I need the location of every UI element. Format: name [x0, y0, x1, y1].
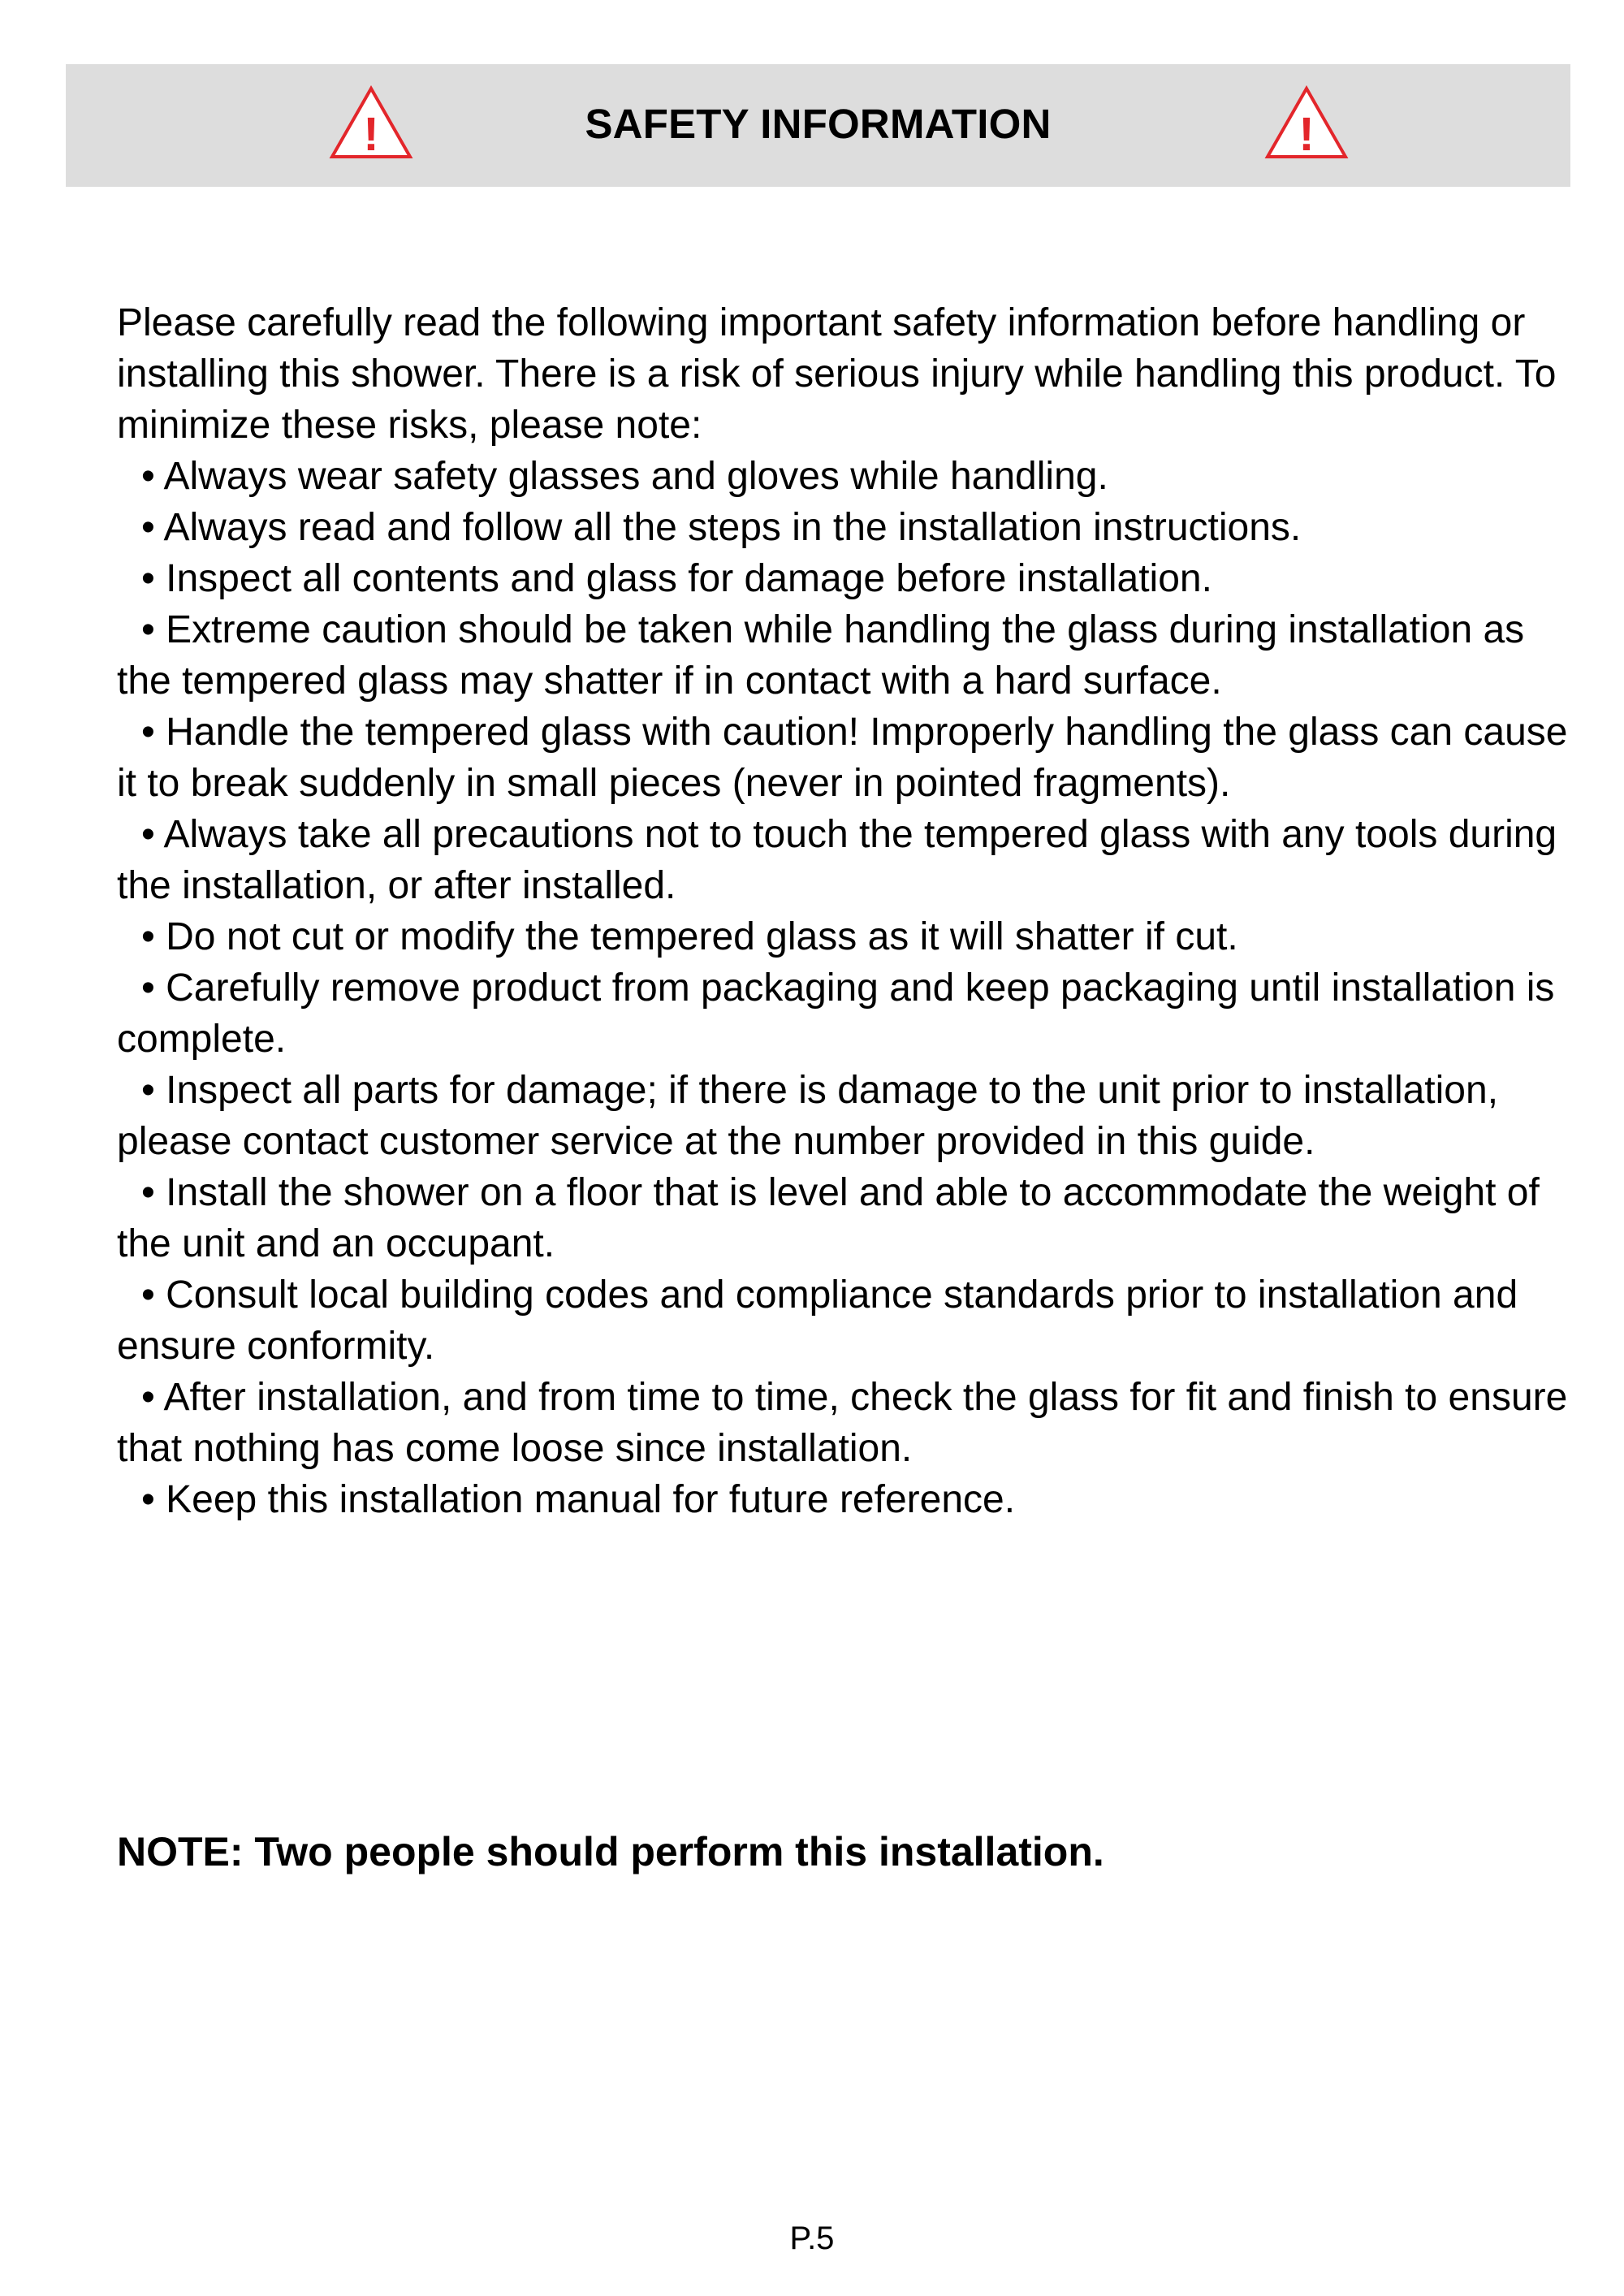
list-item: • Install the shower on a floor that is level and able to accommodate the weight of the unit and an occupant.	[117, 1171, 1540, 1265]
svg-text:!: !	[363, 108, 379, 160]
list-item: • Carefully remove product from packaging and keep packaging until installation is complete.	[117, 966, 1555, 1061]
header-bar	[66, 64, 1570, 187]
warning-triangle-icon	[1264, 85, 1349, 160]
list-item: • After installation, and from time to time, check the glass for fit and finish to ensure that nothing has come loose since installation.	[117, 1376, 1568, 1470]
list-item: • Inspect all contents and glass for damage before installation.	[141, 557, 1212, 600]
intro-paragraph: Please carefully read the following important safety information before handling or installing this shower. There is a risk of serious injury while handling this product. To minimize these risks, please note:	[117, 301, 1557, 447]
list-item: • Always read and follow all the steps in the installation instructions.	[141, 506, 1302, 549]
list-item: • Do not cut or modify the tempered glass as it will shatter if cut.	[141, 915, 1238, 958]
list-item: • Handle the tempered glass with caution! Improperly handling the glass can cause it to break suddenly in small pieces (never in pointed fragments).	[117, 711, 1568, 805]
list-item: • Keep this installation manual for future reference.	[141, 1478, 1016, 1521]
svg-text:!: !	[1298, 108, 1315, 160]
safety-content	[117, 297, 1579, 1525]
list-item: • Inspect all parts for damage; if there is damage to the unit prior to installation, please contact customer service at the number provided in this guide.	[117, 1069, 1499, 1163]
page-title: SAFETY INFORMATION	[585, 101, 1052, 147]
safety-bullet-list	[117, 451, 1579, 1525]
list-item: • Consult local building codes and compliance standards prior to installation and ensure conformity.	[117, 1273, 1518, 1368]
list-item: • Always wear safety glasses and gloves while handling.	[141, 455, 1108, 498]
list-item: • Extreme caution should be taken while handling the glass during installation as the tempered glass may shatter if in contact with a hard surface.	[117, 608, 1525, 703]
page-number: P.5	[789, 2220, 835, 2256]
installation-note: NOTE: Two people should perform this installation.	[117, 1829, 1104, 1874]
list-item: • Always take all precautions not to touch the tempered glass with any tools during the installation, or after installed.	[117, 813, 1557, 907]
